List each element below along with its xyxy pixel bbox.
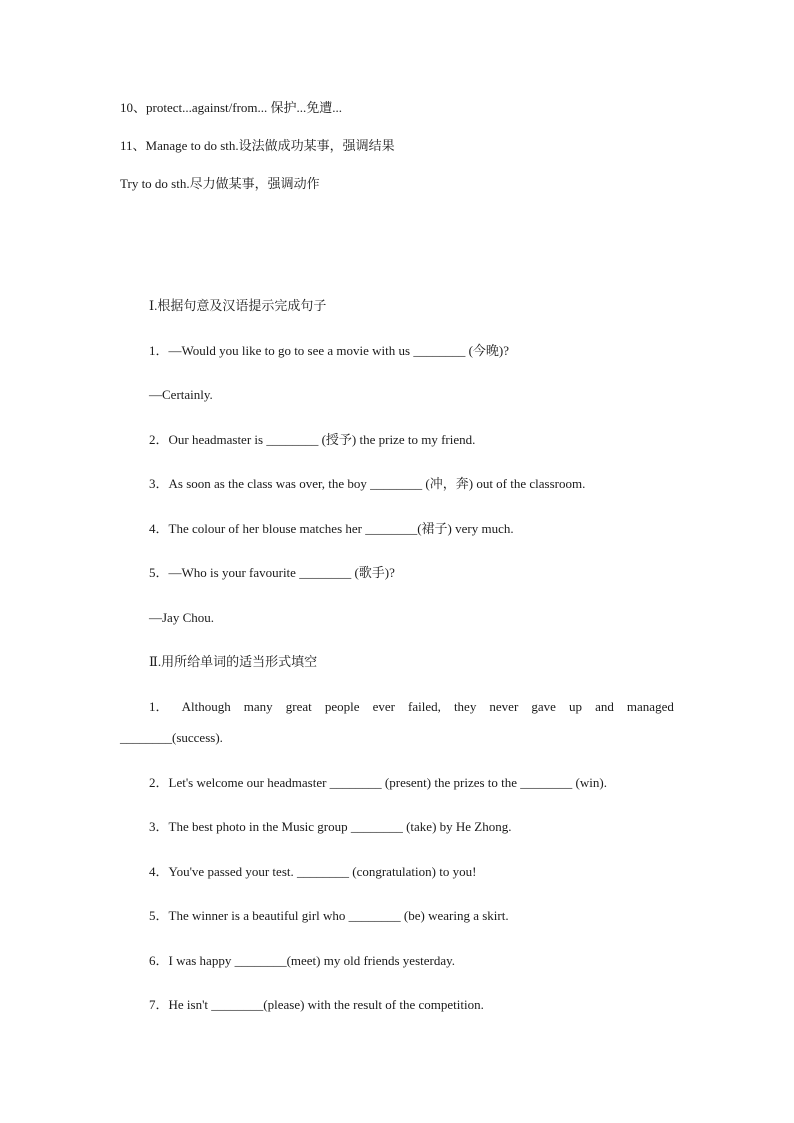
section-2-item-1-cont: ________(success). xyxy=(120,730,223,745)
section-2-heading: Ⅱ.用所给单词的适当形式填空 xyxy=(149,654,318,669)
section-2-item-1 xyxy=(149,698,674,716)
word: great xyxy=(285,699,312,714)
word: people xyxy=(324,699,360,714)
section-1-item-2: 2．Our headmaster is ________ (授予) the prize to my friend. xyxy=(149,432,476,447)
word: Although xyxy=(181,699,231,714)
word: up xyxy=(568,699,582,714)
word: failed, xyxy=(408,699,441,714)
word: gave xyxy=(531,699,556,714)
note-11-try: Try to do sth.尽力做某事，强调动作 xyxy=(120,176,320,191)
word: never xyxy=(489,699,519,714)
section-1-item-1: 1．—Would you like to go to see a movie with us ________ (今晚)? xyxy=(149,343,510,358)
section-2-item-6: 6．I was happy ________(meet) my old friends yesterday. xyxy=(149,953,456,968)
section-2-item-5: 5．The winner is a beautiful girl who ________ (be) wearing a skirt. xyxy=(149,908,509,923)
word: 1． xyxy=(149,699,169,714)
word: and xyxy=(595,699,614,714)
word: many xyxy=(243,699,273,714)
section-2-item-4: 4．You've passed your test. ________ (congratulation) to you! xyxy=(149,864,477,879)
word: ever xyxy=(372,699,395,714)
word: managed xyxy=(626,699,674,714)
note-10: 10、protect...against/from... 保护...免遭... xyxy=(120,100,343,115)
section-1-heading: Ⅰ.根据句意及汉语提示完成句子 xyxy=(149,298,327,313)
section-1-item-5-answer: —Jay Chou. xyxy=(149,610,214,625)
section-1-item-5: 5．—Who is your favourite ________ (歌手)? xyxy=(149,565,395,580)
note-11: 11、Manage to do sth.设法做成功某事，强调结果 xyxy=(120,138,395,153)
section-2-item-7: 7．He isn't ________(please) with the result of the competition. xyxy=(149,997,484,1012)
section-1-item-1-answer: —Certainly. xyxy=(149,387,213,402)
section-2-item-3: 3．The best photo in the Music group ________ (take) by He Zhong. xyxy=(149,819,512,834)
section-1-item-4: 4．The colour of her blouse matches her ________(裙子) very much. xyxy=(149,521,514,536)
section-2-item-2: 2．Let's welcome our headmaster ________ (present) the prizes to the ________ (win). xyxy=(149,775,607,790)
word: they xyxy=(453,699,477,714)
section-1-item-3: 3．As soon as the class was over, the boy ________ (冲，奔) out of the classroom. xyxy=(149,476,586,491)
